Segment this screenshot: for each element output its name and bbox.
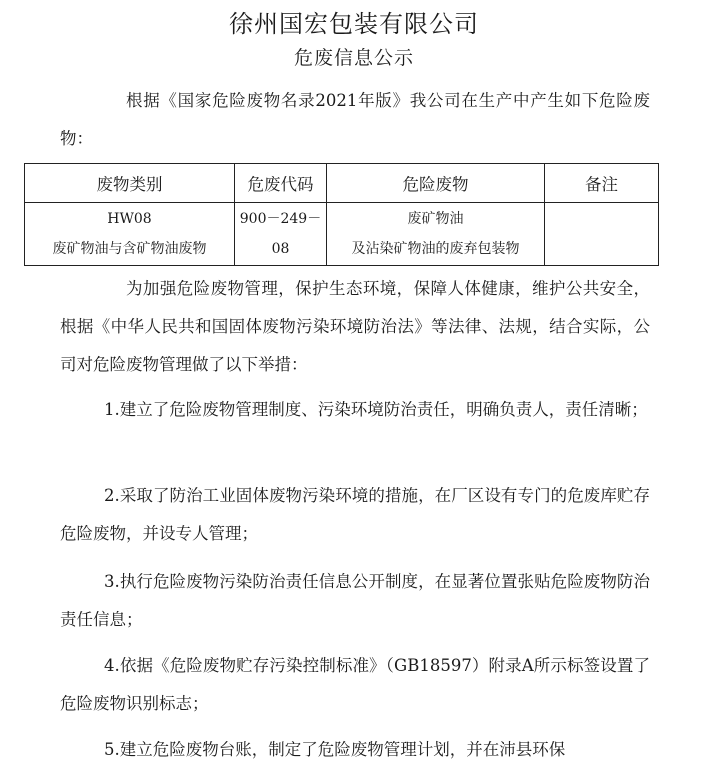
header-waste-code: 危废代码	[235, 164, 327, 203]
cell-remark	[545, 203, 659, 266]
hazardous-waste-table	[24, 163, 659, 266]
measure-item-2: 2.采取了防治工业固体废物污染环境的措施，在厂区设有专门的危废库贮存危险废物，并设专人管理；	[60, 486, 650, 543]
waste-code-line1: 900－249－	[239, 211, 322, 227]
waste-code-line2: 08	[271, 241, 290, 257]
category-code: HW08	[107, 211, 152, 227]
waste-name-line2: 及沾染矿物油的废弃包装物	[351, 241, 520, 257]
measure-item-4: 4.依据《危险废物贮存污染控制标准》（GB18597）附录A所示标签设置了危险废物识别标志；	[60, 656, 650, 713]
cell-waste-category	[25, 203, 235, 266]
waste-name-line1: 废矿物油	[407, 211, 464, 227]
header-hazardous-waste: 危险废物	[327, 164, 545, 203]
table-row	[25, 203, 659, 266]
intro-paragraph: 根据《国家危险废物名录2021年版》我公司在生产中产生如下危险废物：	[60, 91, 650, 148]
notice-subtitle: 危废信息公示	[293, 47, 414, 69]
table-header-row	[25, 164, 659, 203]
header-remark: 备注	[545, 164, 659, 203]
management-paragraph: 为加强危险废物管理，保护生态环境，保障人体健康，维护公共安全，根据《中华人民共和国固体废物污染环境防治法》等法律、法规，结合实际，公司对危险废物管理做了以下举措：	[60, 279, 650, 374]
measure-item-1: 1.建立了危险废物管理制度、污染环境防治责任，明确负责人，责任清晰；	[104, 400, 648, 419]
header-waste-category: 废物类别	[25, 164, 235, 203]
cell-hazardous-waste	[327, 203, 545, 266]
company-title: 徐州国宏包装有限公司	[229, 10, 479, 38]
cell-waste-code	[235, 203, 327, 266]
measure-item-3: 3.执行危险废物污染防治责任信息公开制度，在显著位置张贴危险废物防治责任信息；	[60, 572, 650, 629]
category-name: 废矿物油与含矿物油废物	[52, 241, 207, 257]
measure-item-5: 5.建立危险废物台账，制定了危险废物管理计划，并在沛县环保	[104, 740, 566, 759]
